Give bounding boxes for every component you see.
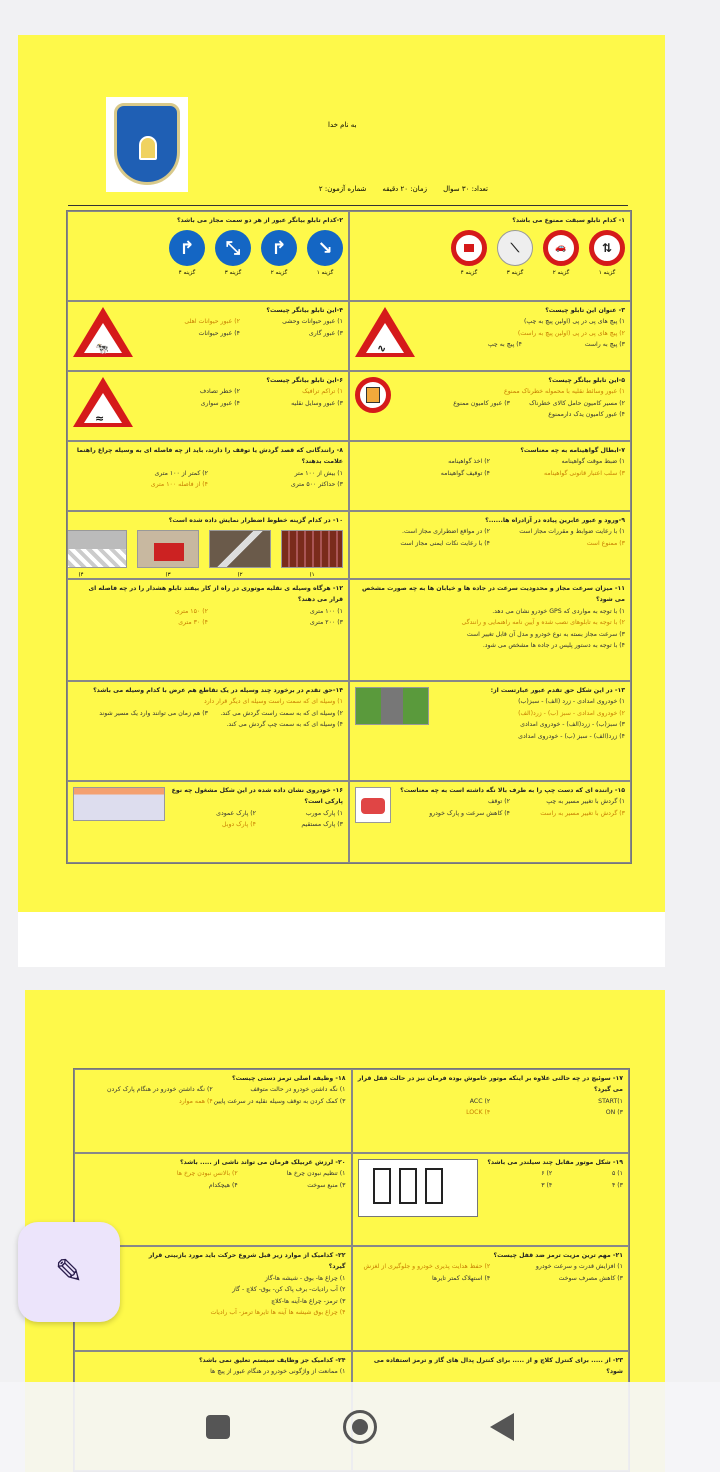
answer-option: ۳) ترمز- چراغ ها-آینه ها-کلاچ [271,1297,346,1305]
question-cell [67,579,349,681]
answer-option: ۲) توقف [488,798,510,806]
answer-option: ۴) هیچکدام [208,1181,238,1189]
answer-option: ۲) ۶ [541,1170,553,1178]
question-cell [74,1069,352,1153]
answer-option: ۱) ضبط موقت گواهینامه [561,458,625,466]
option-label: گزینه ۳ [506,270,524,277]
road-photo-3-icon [137,530,199,568]
answer-option: ۱) با توجه به مواردی که GPS خودرو نشان می دهد. [492,607,625,615]
traffic-police-logo [106,97,188,192]
question-text: ۱۳- در این شکل حق تقدم عبور عبارتست از: [490,687,625,694]
answer-option: ۴) پیچ به چپ [487,341,522,349]
correct-answer-option: ۲) بالانس نبودن چرخ ها [176,1170,238,1178]
option-label: گزینه ۱ [598,270,616,277]
exam-number: شماره آزمون: ۲ [318,185,367,193]
answer-option: ۳) سبز(ب) - زرد(الف) - خودروی امدادی [520,721,625,729]
question-text: ۲۳- از ..... برای کنترل کلاچ و از ..... برای کنترل پدال های گاز و ترمز استفاده می شود؟ [373,1357,623,1376]
question-cell [352,1246,630,1351]
correct-answer-option: ۳) گردش با تغییر مسیر به راست [540,809,625,817]
question-text: ۱۶- خودروی نشان داده شده در این شکل مشغول چه نوع پارکی است؟ [171,787,343,806]
annotate-pen-icon: ✎ [54,1252,84,1292]
question-text: ۹-ورود و عبور عابرین پیاده در آزادراه ها......؟ [485,517,625,524]
answer-option[interactable] [67,530,127,579]
option-label: گزینه ۳ [224,270,242,277]
straight-or-right-sign-icon: ↱ [261,230,297,266]
question-text: ۷-ابطال گواهینامه به چه معناست؟ [520,447,625,454]
answer-option: ۲) خطر تصادف [199,388,240,396]
question-cell [349,371,631,441]
answer-option: ۱) بیش از ۱۰۰ متر [294,469,343,477]
question-cell [352,1153,630,1246]
question-text: ۸- رانندگانی که قصد گردش یا توقف را دارند، باید از چه فاصله ای به وسیله چراغ راهنما علامت بدهند؟ [76,447,343,466]
road-photo-1-icon [281,530,343,568]
answer-option[interactable] [261,230,297,278]
answer-option: ۳) عبور گاری [308,329,343,337]
answer-option: ۳) کمک کردن به توقف وسیله نقلیه در سرعت پایین [213,1097,346,1105]
question-text: ۱۸- وظیفه اصلی ترمز دستی چیست؟ [231,1075,346,1082]
correct-answer-option: ۱) تراکم ترافیک [302,388,343,396]
correct-answer-option: ۲) خودروی امدادی - سبز (ب) - زرد(الف) [518,709,625,717]
answer-option[interactable] [137,530,199,579]
answer-option: ۱) خودروی امدادی - زرد (الف) - سبز(ب) [518,698,625,706]
answer-option[interactable] [281,530,343,579]
correct-answer-option: ۴) همه موارد [178,1097,213,1105]
answer-option: ۱) ۵ [611,1170,623,1178]
option-label: ۲) [237,572,243,579]
answer-option[interactable] [169,230,205,278]
correct-answer-option: ۲) پیچ های پی در پی (اولین پیچ به راست) [517,329,625,337]
answer-option[interactable] [215,230,251,278]
exam-meta [248,185,488,193]
answer-option: ۱) تنظیم نبودن چرخ ها [286,1170,346,1178]
answer-option: ۳) حداکثر ۵۰۰ متری [290,481,343,489]
answer-option: ۳) ۴ [611,1181,623,1189]
question-text: ۳- عنوان این تابلو چیست؟ [545,307,625,314]
answer-option: ۲) مسیر کامیون حامل کالای خطرناک [529,399,625,407]
answer-option: ۱) ۱۰۰ متری [309,607,343,615]
answer-option: ۳) هم زمان می توانند وارد یک مسیر شوند [99,709,208,717]
answer-option: ۱) ممانعت از واژگونی خودرو در هنگام عبور از پیچ ها [210,1368,346,1376]
no-truck-overtaking-sign-icon: 🚗 [543,230,579,266]
question-text: ۲-کدام تابلو بیانگر عبور از هر دو سمت مجاز می باشد؟ [176,217,343,224]
answer-option: ۲) آب رادیات- برف پاک کن- بوق- کلاچ - گاز [232,1286,346,1294]
turn-right-sign-icon: ↱ [169,230,205,266]
answer-option: ۳) عبور وسایل نقلیه [291,399,343,407]
correct-answer-option: ۴) چراغ بوق شیشه ها آینه ها تایرها ترمز- آب رادیات [210,1309,346,1317]
parking-diagram-icon [73,787,165,821]
question-cell [349,211,631,301]
answer-option: ۴) کاهش سرعت و پارک خودرو [429,809,510,817]
sign-options [73,230,343,278]
question-cell [349,781,631,863]
intersection-diagram-icon [355,687,429,725]
answer-option: ۲) اخذ گواهینامه [448,458,490,466]
option-label: گزینه ۲ [552,270,570,277]
answer-option: ۴) با رعایت نکات ایمنی مجاز است [400,539,490,547]
divider [68,205,628,206]
questions-table [66,210,632,864]
correct-answer-option: ۴) از فاصله ۱۰۰ متری [150,481,208,489]
answer-option: ۳) پارک مستقیم [301,821,343,829]
answer-option: ON (۳ [605,1109,623,1117]
question-cell [67,441,349,511]
page-heading: به نام خدا [328,121,357,129]
question-cell [349,579,631,681]
option-label: ۱) [309,572,315,579]
correct-answer-option: ۴) پارک دوبل [222,821,256,829]
option-label: گزینه ۴ [460,270,478,277]
question-text: ۱۱- میزان سرعت مجاز و محدودیت سرعت در جاده ها و خیابان ها به چه صورت مشخص می شود؟ [361,585,625,604]
question-cell [67,301,349,371]
system-nav-bar [0,1382,720,1472]
no-overtaking-sign-icon: ⇅ [589,230,625,266]
question-text: ۵-این تابلو بیانگر چیست؟ [548,377,625,384]
question-cell [67,211,349,301]
answer-option: ۴) وسیله ای که به سمت چپ گردش می کند. [226,721,343,729]
answer-option: ۴) ۳ [541,1181,553,1189]
answer-option[interactable] [307,230,343,278]
answer-option: ۳) سرعت مجاز بسته به نوع خودرو و مدل آن قابل تغییر است [466,630,625,638]
question-text: ۲۱- مهم ترین مزیت ترمز ضد قفل چیست؟ [493,1252,623,1259]
pdf-page-1 [18,35,665,912]
correct-answer-option: ۱) وسیله ای که سمت راست وسیله ای دیگر قرار دارد [203,698,343,706]
question-text: ۲۲- کدامیک از موارد زیر قبل شروع حرکت باید مورد بازبینی قرار گیرد؟ [148,1252,346,1271]
answer-option: ۴) با توجه به دستور پلیس در جاده ها مشخص می شود. [482,642,625,650]
dangerous-goods-prohibited-sign-icon [355,377,391,413]
traffic-queue-sign-icon: ≈ [73,377,133,427]
correct-answer-option: ۲) عبور حیوانات اهلی [184,318,240,326]
answer-option: ۳) کاهش مصرف سوخت [558,1274,623,1282]
correct-answer-option: ۲) ۱۵۰ متری [174,607,208,615]
driver-hand-signal-icon [355,787,391,823]
home-icon[interactable] [343,1410,377,1444]
question-text: ۶-این تابلو بیانگر چیست؟ [266,377,343,384]
option-label: ۴) [78,572,84,579]
correct-answer-option: ۱) عبور وسائط نقلیه با محموله خطرناک ممنوع [504,388,625,396]
answer-option: ۱) نگه داشتن خودرو در حالت متوقف [250,1086,346,1094]
answer-option[interactable] [589,230,625,278]
answer-option: ۴) عبور حیوانات [198,329,240,337]
answer-option: START(۱ [598,1097,623,1105]
question-cell [67,781,349,863]
keep-right-sign-icon: ↘ [307,230,343,266]
correct-answer-option: ۳) سلب اعتبار قانونی گواهینامه [544,469,625,477]
answer-option: ۴) توقیف گواهینامه [440,469,490,477]
answer-option: ۴) عبور سواری [200,399,240,407]
question-text: ۱۵- راننده ای که دست چپ را به طرف بالا نگه داشته است به چه معناست؟ [400,787,625,794]
answer-option[interactable] [451,230,487,278]
sign-options [355,230,625,278]
answer-option: ۴) عبور کامیون یدک دارممنوع [548,411,625,419]
back-icon[interactable] [490,1413,514,1441]
answer-option: ۲) نگه داشتن خودرو در هنگام پارک کردن [106,1086,213,1094]
annotate-button[interactable] [18,1222,120,1322]
option-label: گزینه ۲ [270,270,288,277]
exam-time: زمان: ۲۰ دقیقه [382,185,428,193]
question-cell [67,371,349,441]
question-text: ۱۴-حق تقدم در برخورد چند وسیله در یک تقاطع هم عرض با کدام وسیله می باشد؟ [93,687,343,694]
question-text: ۴-این تابلو بیانگر چیست؟ [266,307,343,314]
question-count: تعداد: ۳۰ سوال [443,185,488,193]
end-no-overtaking-sign-icon: ⟋ [497,230,533,266]
answer-option: ۱) پیچ های پی در پی (اولین پیچ به چپ) [523,318,625,326]
answer-option: ۱) چراغ ها- بوق - شیشه ها-گاز [264,1274,346,1282]
answer-option[interactable] [209,530,271,579]
answer-option: ۱) گردش با تغییر مسیر به چپ [546,798,625,806]
answer-option: ۱) افزایش قدرت و سرعت خودرو [535,1263,623,1271]
correct-answer-option: ۲) با توجه به تابلوهای نصب شده و آیین نامه راهنمایی و رانندگی [461,619,625,627]
answer-option: ۳) پیچ به راست [584,341,625,349]
answer-option: ۳) ۲۰۰ متری [309,619,343,627]
answer-option: ۱) با رعایت ضوابط و مقررات مجاز است [519,528,625,536]
question-text: ۲۴- کدامیک جز وظایف سیستم تعلیق نمی باشد؟ [198,1357,346,1364]
no-trucks-sign-icon [451,230,487,266]
question-cell [67,511,349,579]
question-text: ۱۹- شکل موتور مقابل چند سیلندر می باشد؟ [487,1159,623,1166]
pass-either-side-sign-icon: ⤡ [215,230,251,266]
question-cell [352,1069,630,1153]
answer-option: ۳) منبع سوخت [307,1181,346,1189]
correct-answer-option: ۳) ممنوع است [586,539,625,547]
engine-diagram-icon [358,1159,478,1217]
answer-option: ۱) عبور حیوانات وحشی [282,318,343,326]
question-cell [349,441,631,511]
animals-crossing-sign-icon: 🐄 [73,307,133,357]
answer-option[interactable] [497,230,533,278]
road-photo-4-icon [67,530,127,568]
correct-answer-option: LOCK (۴ [466,1109,491,1117]
answer-option: ۴) زرد(الف) - سبز (ب) - خودروی امدادی [518,732,625,740]
correct-answer-option: ۲) حفظ هدایت پذیری خودرو و جلوگیری از لغزش [363,1263,491,1271]
answer-option: ACC (۲ [469,1097,491,1105]
answer-option: ۱) پارک مورب [305,809,343,817]
sign-options [67,530,343,579]
option-label: گزینه ۴ [178,270,196,277]
answer-option: ۲) کمتر از ۱۰۰ متری [154,469,208,477]
question-text: ۱۲- هرگاه وسیله ی نقلیه موتوری در راه از کار بیفتد تابلو هشدار را در چه فاصله ای قرار می دهند؟ [88,585,343,604]
answer-option: ۴) استهلاک کمتر تایرها [432,1274,491,1282]
answer-option: ۲) پارک عمودی [216,809,256,817]
double-bend-sign-icon: ∿ [355,307,415,357]
question-cell [67,681,349,781]
question-text: ۱۰- در کدام گزینه خطوط اضطرار نمایش داده شده است؟ [168,517,343,524]
question-text: ۲۰- لرزش غربیلک فرمان می تواند ناشی از ..... باشد؟ [179,1159,346,1166]
question-cell [349,301,631,371]
correct-answer-option: ۴) ۳۰ متری [178,619,208,627]
answer-option: ۲) وسیله ای که به سمت راست گردش می کند. [220,709,343,717]
question-cell [349,511,631,579]
road-photo-2-icon [209,530,271,568]
answer-option: ۲) در مواقع اضطراری مجاز است. [402,528,490,536]
recents-icon[interactable] [206,1415,230,1439]
answer-option: ۳) عبور کامیون ممنوع [453,399,510,407]
question-text: ۱۷- سوئیچ در چه حالتی علاوه بر اینکه موتور خاموش بوده فرمان نیز در حالت قفل قرار می گیرد؟ [357,1075,623,1094]
question-text: ۱- کدام تابلو سبقت ممنوع می باشد؟ [512,217,625,224]
page-gap [18,912,665,967]
answer-option[interactable] [543,230,579,278]
option-label: گزینه ۱ [316,270,334,277]
question-cell [349,681,631,781]
option-label: ۳) [165,572,171,579]
